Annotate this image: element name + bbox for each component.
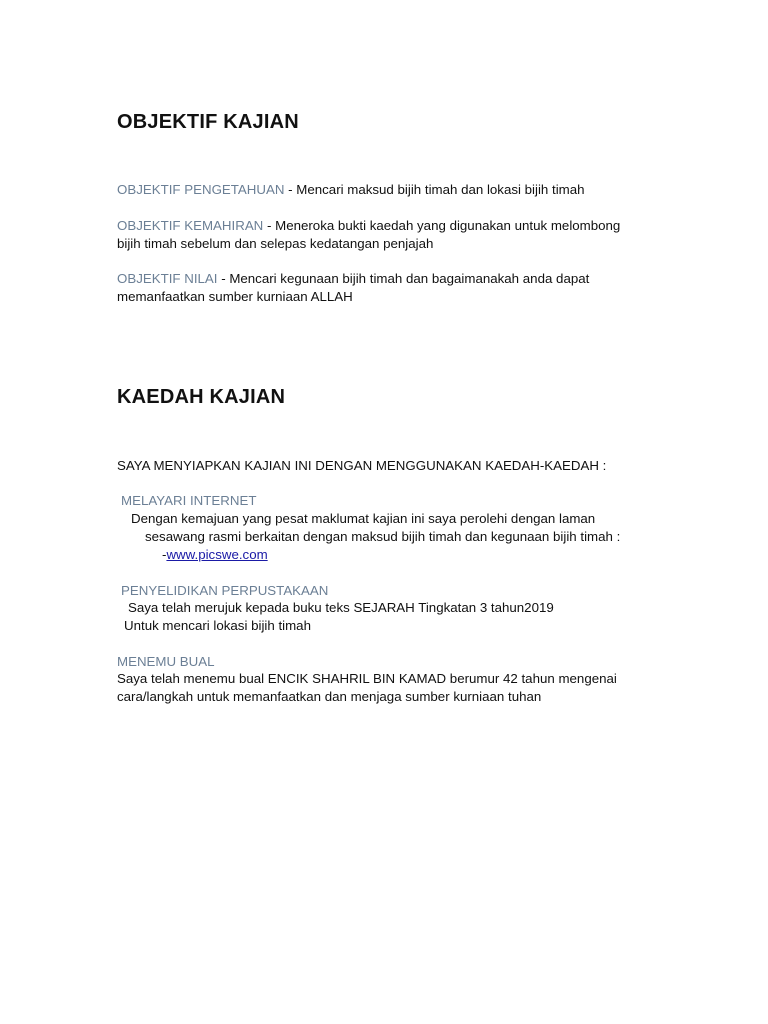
- bual-text-2: cara/langkah untuk memanfaatkan dan menjaga sumber kurniaan tuhan: [117, 689, 542, 704]
- bual-label: MENEMU BUAL: [117, 654, 215, 669]
- kaedah-heading: KAEDAH KAJIAN: [117, 386, 286, 408]
- perpustakaan-text-1: Saya telah merujuk kepada buku teks SEJARAH Tingkatan 3 tahun2019: [128, 600, 554, 615]
- objektif-kemahiran-label: OBJEKTIF KEMAHIRAN: [117, 218, 264, 233]
- objektif-kemahiran-text: - Meneroka bukti kaedah yang digunakan untuk melombong: [263, 218, 621, 233]
- objektif-pengetahuan-label: OBJEKTIF PENGETAHUAN: [117, 182, 285, 197]
- objektif-pengetahuan: [117, 181, 585, 199]
- objektif-nilai-text-2: memanfaatkan sumber kurniaan ALLAH: [117, 289, 353, 304]
- bual-text-1: Saya telah menemu bual ENCIK SHAHRIL BIN KAMAD berumur 42 tahun mengenai: [117, 671, 617, 686]
- website-link[interactable]: www.picswe.com: [166, 547, 268, 562]
- internet-label: MELAYARI INTERNET: [121, 493, 257, 508]
- internet-text-1: Dengan kemajuan yang pesat maklumat kajian ini saya perolehi dengan laman: [131, 511, 596, 526]
- internet-text-2: sesawang rasmi berkaitan dengan maksud bijih timah dan kegunaan bijih timah :: [145, 529, 621, 544]
- kaedah-intro: SAYA MENYIAPKAN KAJIAN INI DENGAN MENGGUNAKAN KAEDAH-KAEDAH :: [117, 458, 607, 473]
- objektif-nilai-text: - Mencari kegunaan bijih timah dan bagaimanakah anda dapat: [217, 271, 590, 286]
- objektif-heading: OBJEKTIF KAJIAN: [117, 111, 299, 133]
- perpustakaan-label: PENYELIDIKAN PERPUSTAKAAN: [121, 583, 329, 598]
- objektif-nilai: [117, 270, 589, 288]
- perpustakaan-text-2: Untuk mencari lokasi bijih timah: [124, 618, 311, 633]
- link-prefix: -: [162, 547, 167, 562]
- objektif-kemahiran-text-2: bijih timah sebelum dan selepas kedatangan penjajah: [117, 236, 434, 251]
- objektif-nilai-label: OBJEKTIF NILAI: [117, 271, 218, 286]
- objektif-kemahiran: [117, 217, 620, 235]
- internet-link-line: [162, 546, 268, 564]
- objektif-pengetahuan-text: - Mencari maksud bijih timah dan lokasi bijih timah: [284, 182, 585, 197]
